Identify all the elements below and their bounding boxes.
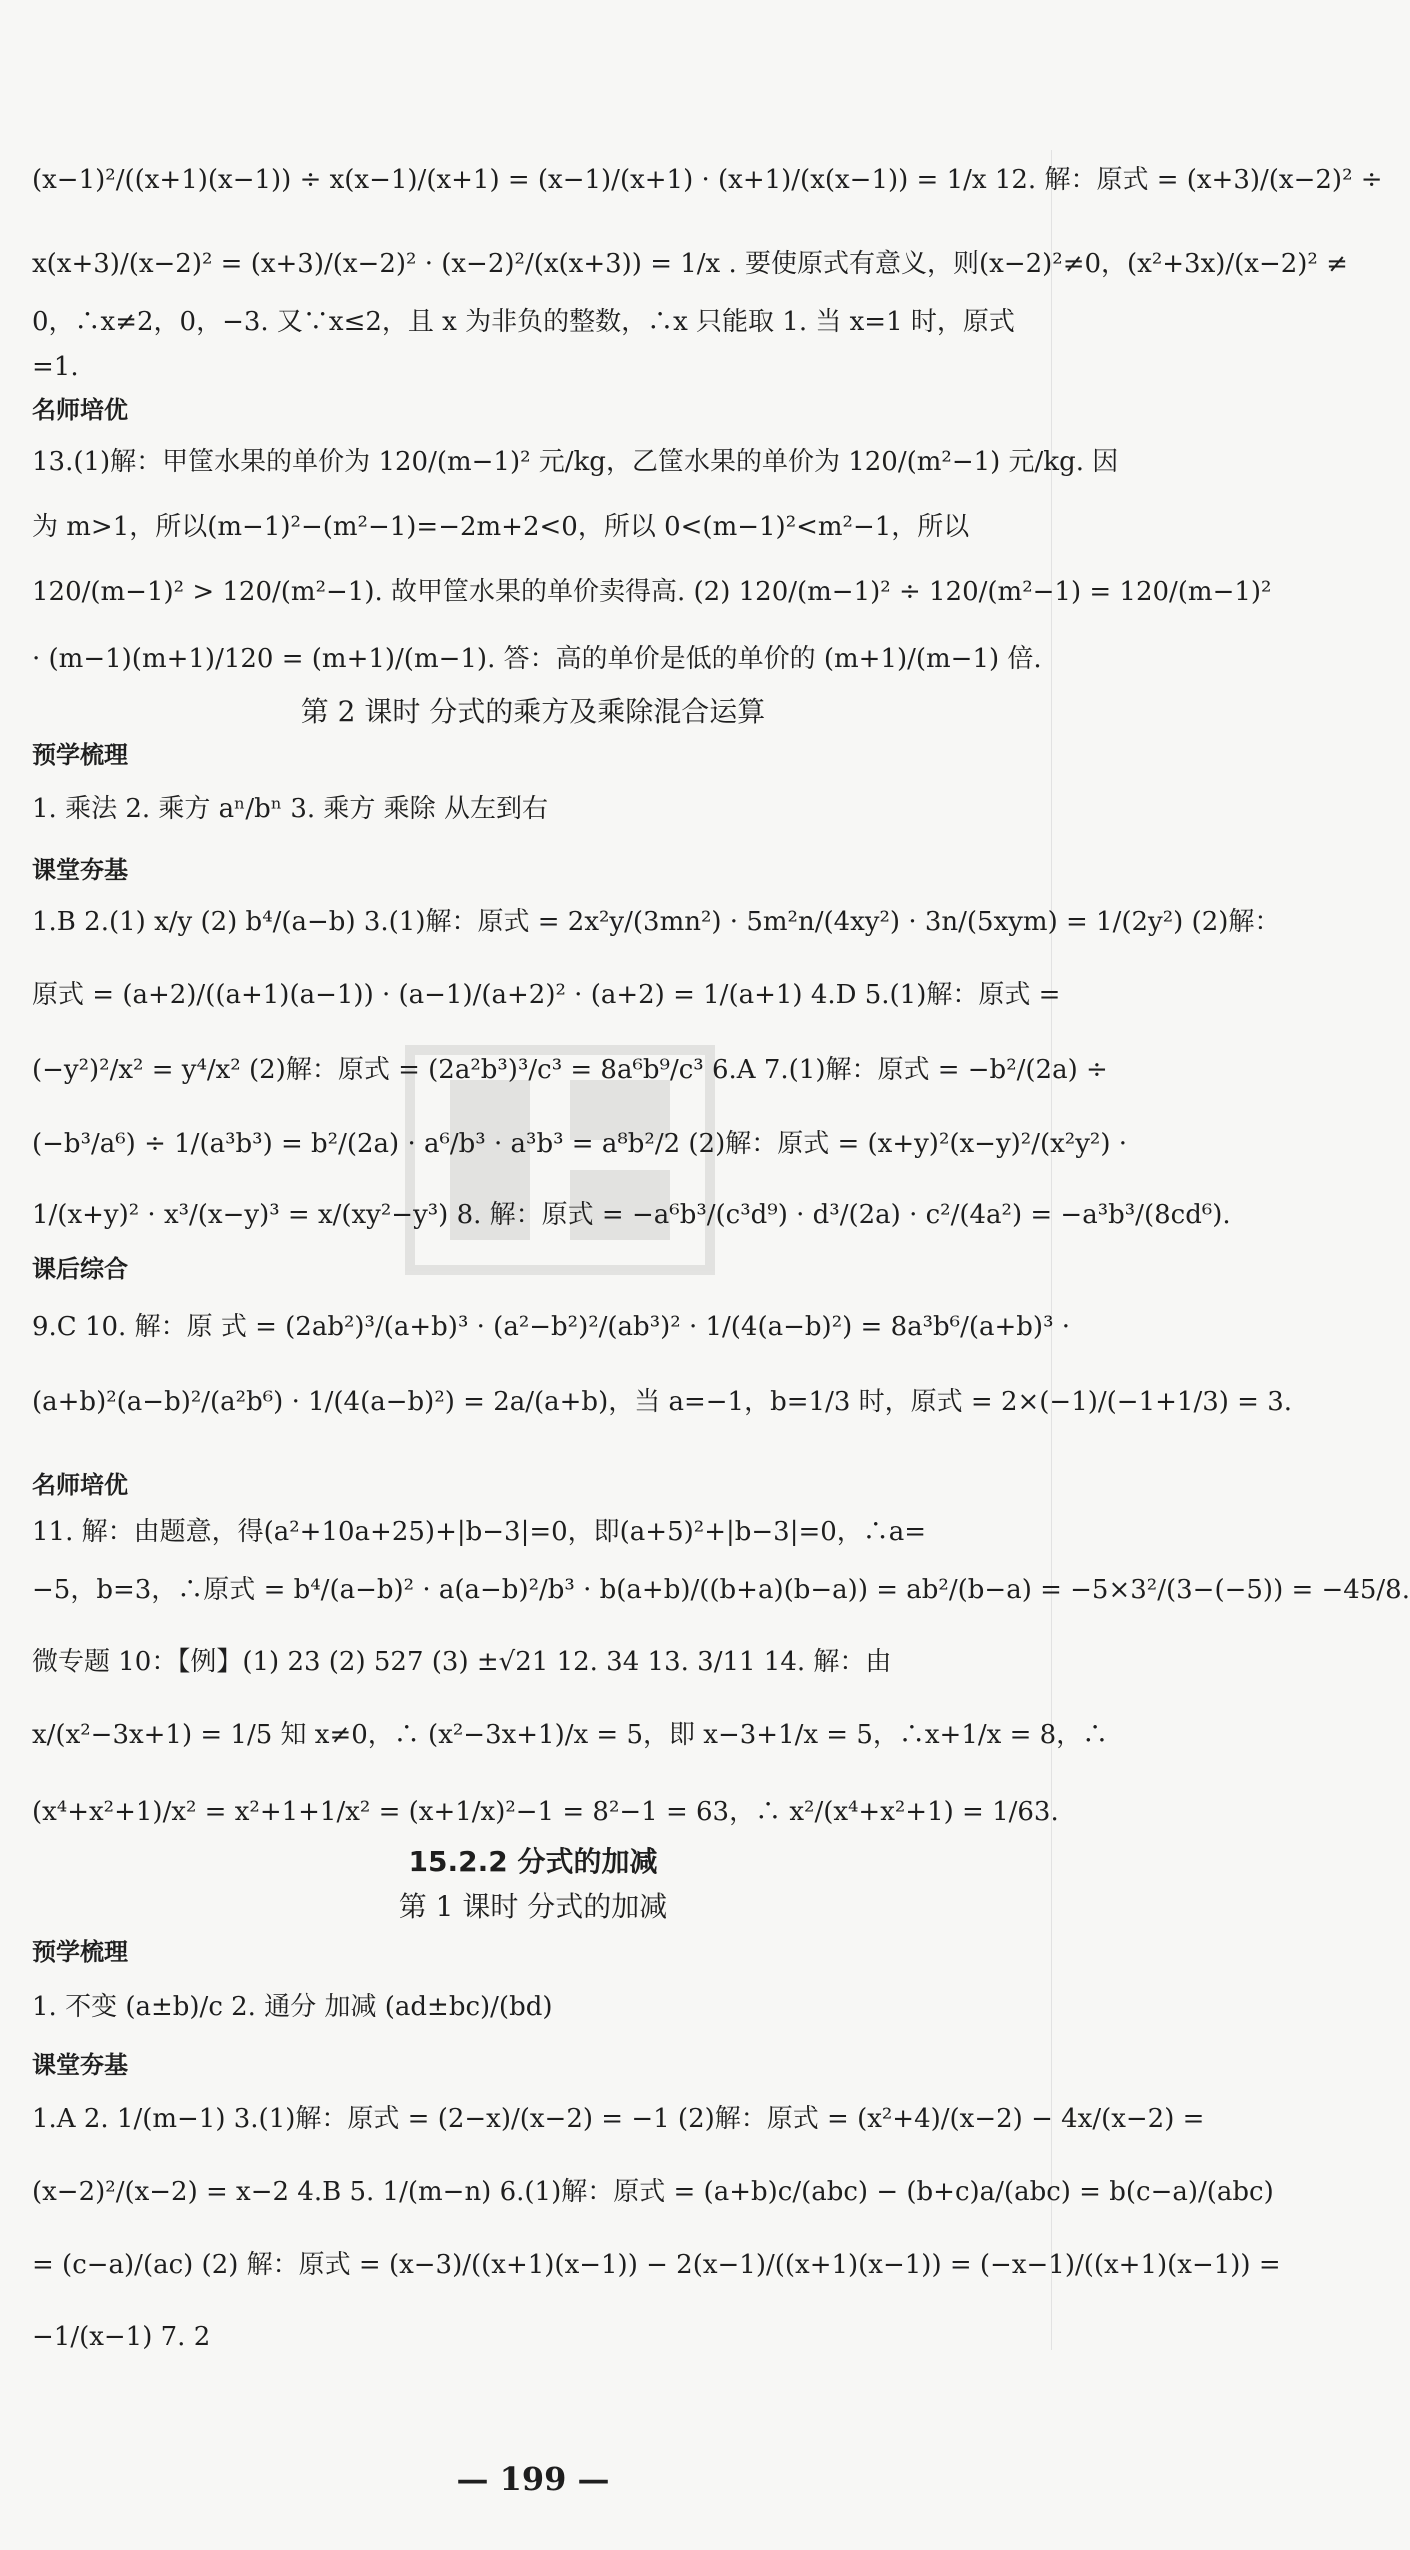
text-line: (a+b)²(a−b)²/(a²b⁶) · 1/(4(a−b)²) = 2a/(a+b)，当 a=−1，b=1/3 时，原式 = 2×(−1)/(−1+1/3) = 3.: [32, 1387, 1293, 1417]
text-line: (x⁴+x²+1)/x² = x²+1+1/x² = (x+1/x)²−1 = 8²−1 = 63，∴ x²/(x⁴+x²+1) = 1/63.: [32, 1797, 1059, 1827]
text-line: 11. 解：由题意，得(a²+10a+25)+|b−3|=0，即(a+5)²+|b−3|=0，∴a=: [32, 1517, 927, 1547]
section-heading: 名师培优: [32, 396, 128, 424]
page-number-value: 199: [499, 2460, 567, 2498]
text-line: 1/(x+y)² · x³/(x−y)³ = x/(xy²−y³) 8. 解：原式 = −a⁶b³/(c³d⁹) · d³/(2a) · c²/(4a²) = −a³b³/(8cd⁶).: [32, 1200, 1231, 1230]
text-line: −5，b=3，∴原式 = b⁴/(a−b)² · a(a−b)²/b³ · b(a+b)/((b+a)(b−a)) = ab²/(b−a) = −5×3²/(3−(−5)) = −45/8.: [32, 1575, 1410, 1605]
text-line: (x−2)²/(x−2) = x−2 4.B 5. 1/(m−n) 6.(1)解：原式 = (a+b)c/(abc) − (b+c)a/(abc) = b(c−a)/(abc): [32, 2177, 1274, 2207]
text-line: (−b³/a⁶) ÷ 1/(a³b³) = b²/(2a) · a⁶/b³ · a³b³ = a⁸b²/2 (2)解：原式 = (x+y)²(x−y)²/(x²y²) ·: [32, 1129, 1127, 1159]
text-line: 13.(1)解：甲筐水果的单价为 120/(m−1)² 元/kg，乙筐水果的单价为 120/(m²−1) 元/kg. 因: [32, 447, 1119, 477]
text-line: 微专题 10：【例】(1) 23 (2) 527 (3) ±√21 12. 34 13. 3/11 14. 解：由: [32, 1647, 892, 1677]
text-line: =1.: [32, 352, 79, 382]
text-line: −1/(x−1) 7. 2: [32, 2322, 211, 2352]
text-line: (−y²)²/x² = y⁴/x² (2)解：原式 = (2a²b³)³/c³ = 8a⁶b⁹/c³ 6.A 7.(1)解：原式 = −b²/(2a) ÷: [32, 1055, 1108, 1085]
text-line: 0，∴x≠2，0，−3. 又∵x≤2，且 x 为非负的整数，∴x 只能取 1. 当 x=1 时，原式: [32, 307, 1015, 337]
section-heading: 预学梳理: [32, 1938, 128, 1966]
text-line: x(x+3)/(x−2)² = (x+3)/(x−2)² · (x−2)²/(x(x+3)) = 1/x . 要使原式有意义，则(x−2)²≠0，(x²+3x)/(x−2)² ≠: [32, 249, 1348, 279]
lesson-title: 第 1 课时 分式的加减: [398, 1890, 668, 1923]
text-line: 1.A 2. 1/(m−1) 3.(1)解：原式 = (2−x)/(x−2) = −1 (2)解：原式 = (x²+4)/(x−2) − 4x/(x−2) =: [32, 2104, 1205, 2134]
text-line: 9.C 10. 解：原 式 = (2ab²)³/(a+b)³ · (a²−b²)²/(ab³)² · 1/(4(a−b)²) = 8a³b⁶/(a+b)³ ·: [32, 1312, 1071, 1342]
section-heading: 名师培优: [32, 1471, 128, 1499]
page-edge: [1051, 150, 1066, 2350]
text-line: 120/(m−1)² > 120/(m²−1). 故甲筐水果的单价卖得高. (2) 120/(m−1)² ÷ 120/(m²−1) = 120/(m−1)²: [32, 577, 1272, 607]
page-number: — 199 —: [456, 2460, 610, 2498]
section-heading: 课堂夯基: [32, 2051, 128, 2079]
text-line: 1. 不变 (a±b)/c 2. 通分 加减 (ad±bc)/(bd): [32, 1992, 553, 2022]
lesson-title: 第 2 课时 分式的乘方及乘除混合运算: [300, 695, 766, 728]
section-heading: 预学梳理: [32, 741, 128, 769]
text-line: 1. 乘法 2. 乘方 aⁿ/bⁿ 3. 乘方 乘除 从左到右: [32, 794, 548, 824]
section-title: 15.2.2 分式的加减: [408, 1845, 658, 1878]
text-line: 原式 = (a+2)/((a+1)(a−1)) · (a−1)/(a+2)² · (a+2) = 1/(a+1) 4.D 5.(1)解：原式 =: [32, 980, 1061, 1010]
section-heading: 课堂夯基: [32, 856, 128, 884]
text-line: x/(x²−3x+1) = 1/5 知 x≠0，∴ (x²−3x+1)/x = 5，即 x−3+1/x = 5，∴x+1/x = 8，∴: [32, 1720, 1109, 1750]
section-heading: 课后综合: [32, 1255, 128, 1283]
text-line: = (c−a)/(ac) (2) 解：原式 = (x−3)/((x+1)(x−1)) − 2(x−1)/((x+1)(x−1)) = (−x−1)/((x+1)(x−1)) =: [32, 2250, 1281, 2280]
text-line: 为 m>1，所以(m−1)²−(m²−1)=−2m+2<0，所以 0<(m−1)²<m²−1，所以: [32, 512, 970, 542]
text-line: · (m−1)(m+1)/120 = (m+1)/(m−1). 答：高的单价是低的单价的 (m+1)/(m−1) 倍.: [32, 644, 1042, 674]
text-line: (x−1)²/((x+1)(x−1)) ÷ x(x−1)/(x+1) = (x−1)/(x+1) · (x+1)/(x(x−1)) = 1/x 12. 解：原式 = (x+3)/(x−2)² ÷: [32, 165, 1383, 195]
text-line: 1.B 2.(1) x/y (2) b⁴/(a−b) 3.(1)解：原式 = 2x²y/(3mn²) · 5m²n/(4xy²) · 3n/(5xym) = 1/(2y²) (2)解：: [32, 907, 1281, 937]
